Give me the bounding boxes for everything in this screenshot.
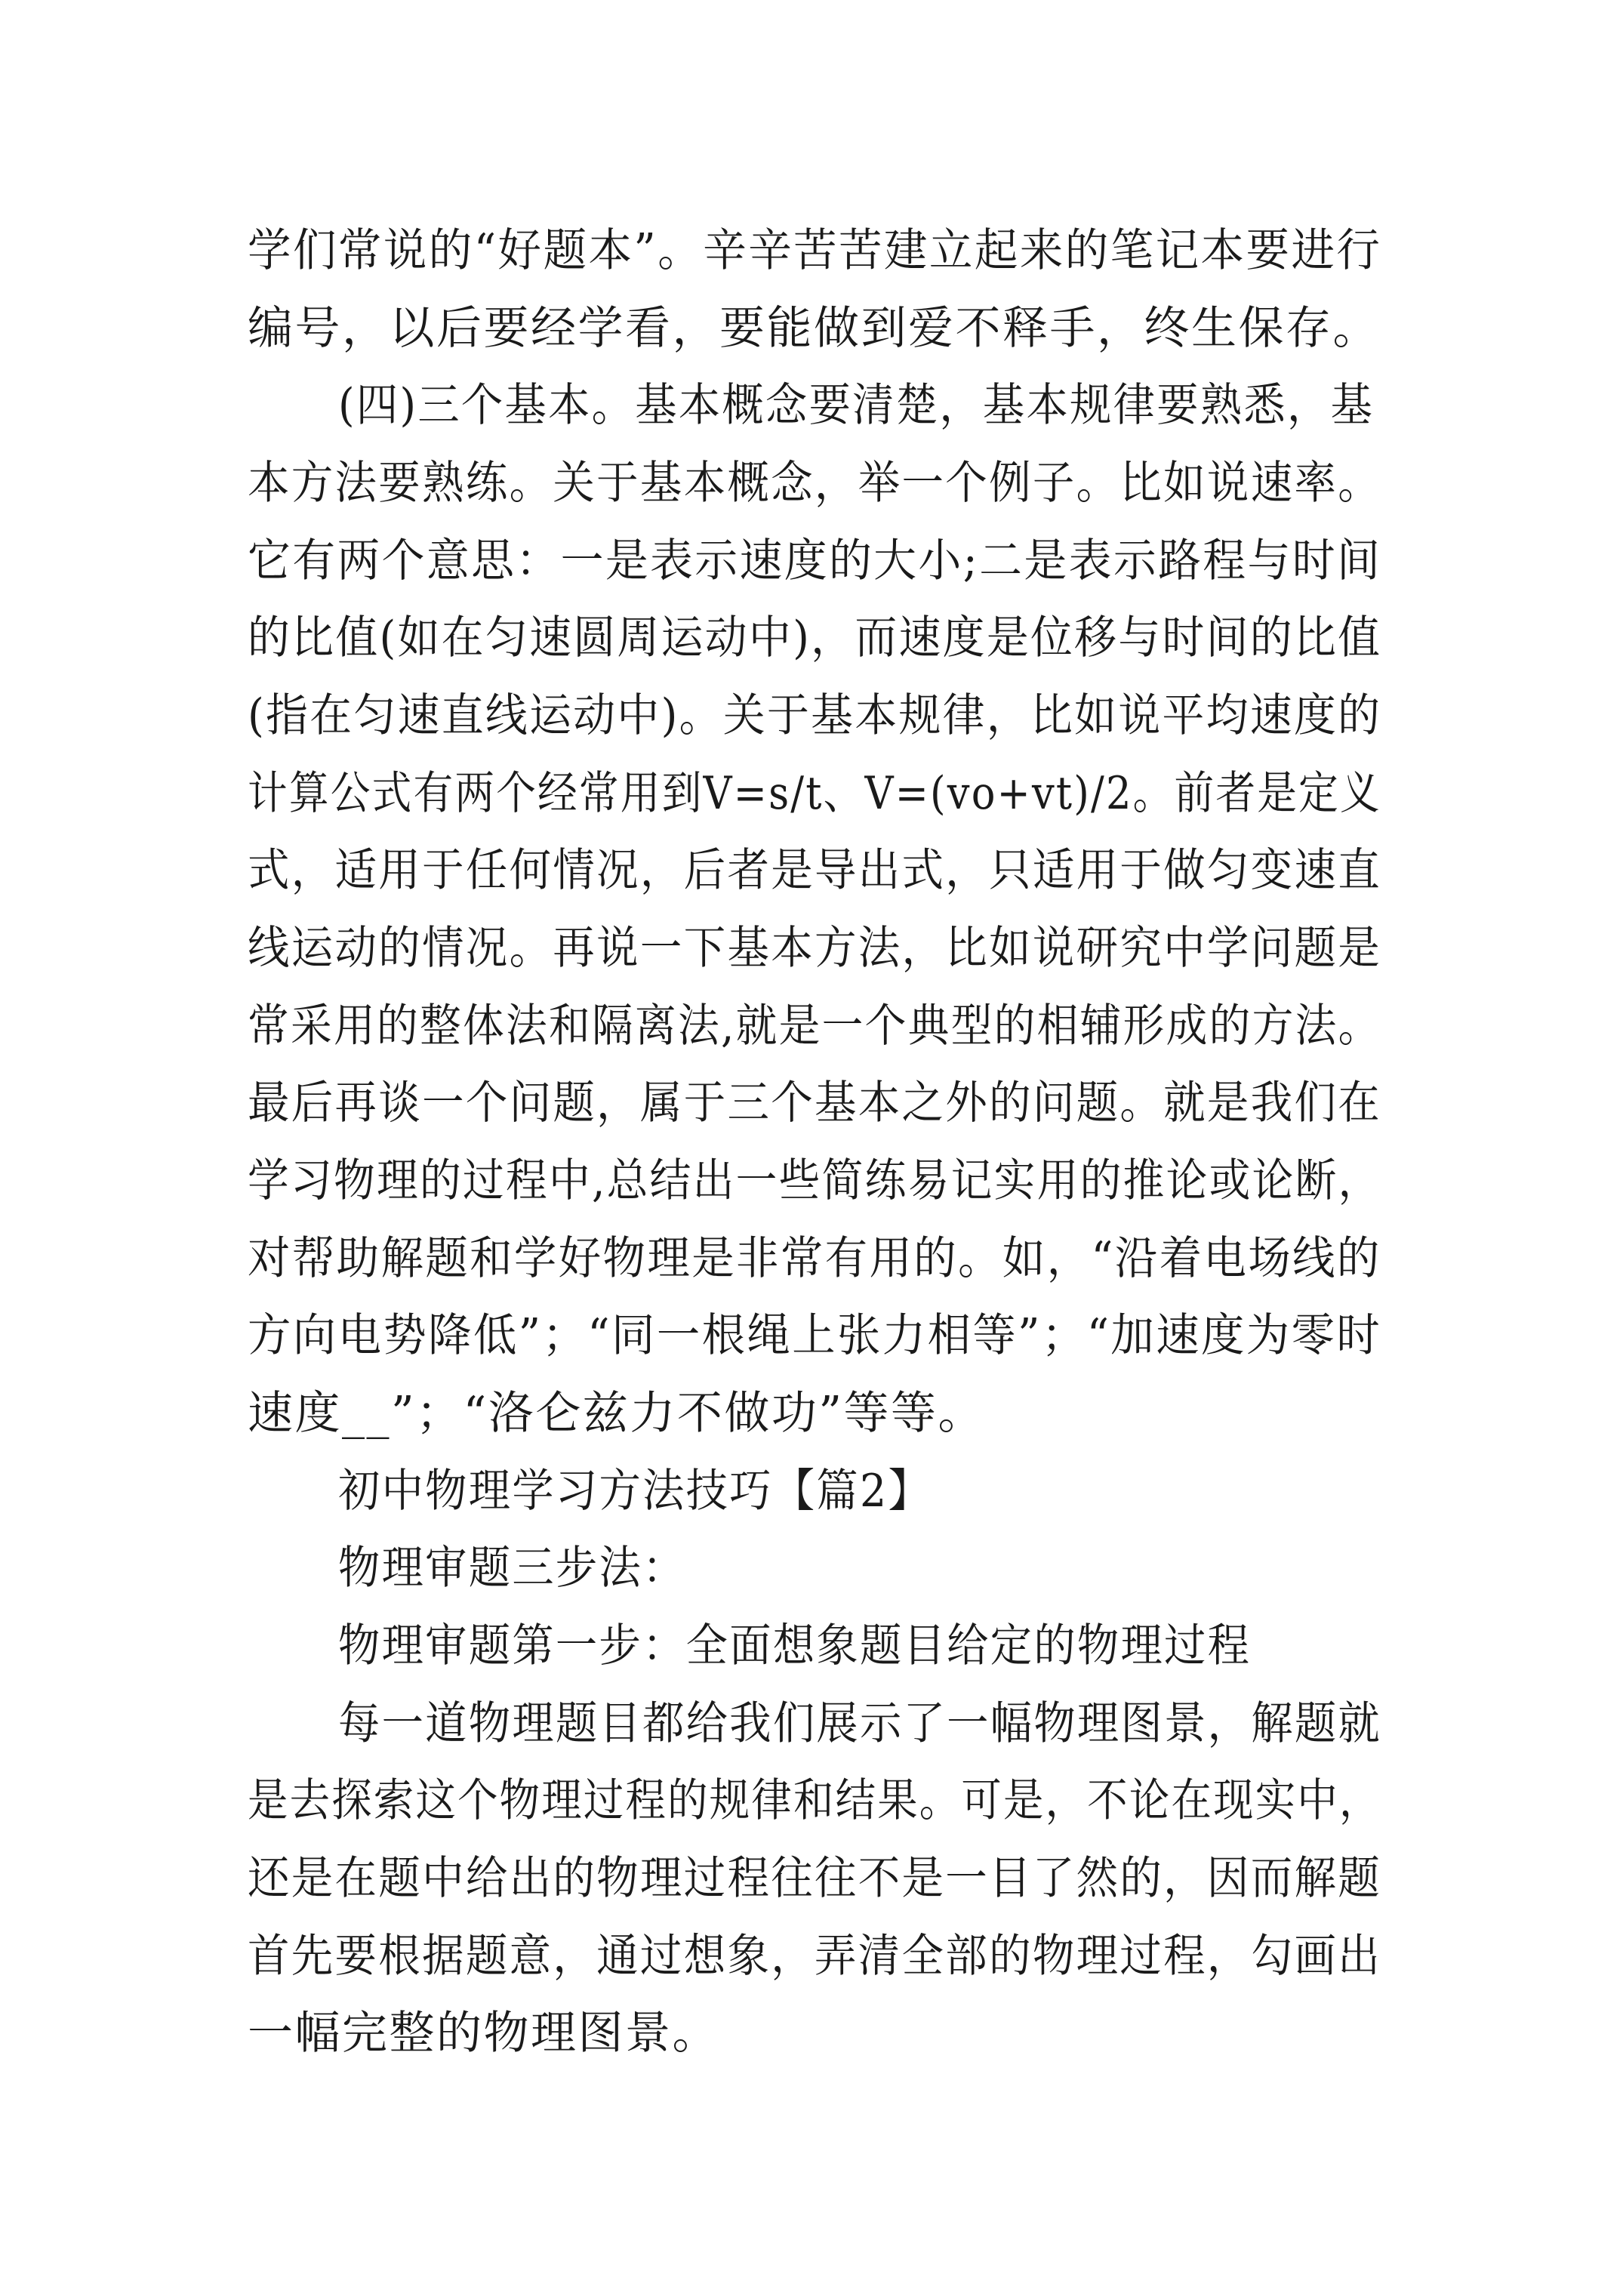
text-line: 本方法要熟练。关于基本概念，举一个例子。比如说速率。 — [248, 457, 1381, 510]
text-line: 常采用的整体法和隔离法,就是一个典型的相辅形成的方法。 — [248, 1000, 1381, 1052]
text-line: 式，适用于任何情况，后者是导出式，只适用于做匀变速直 — [248, 844, 1381, 897]
text-line: 学们常说的“好题本”。辛辛苦苦建立起来的笔记本要进行 — [248, 224, 1382, 277]
text-line: 方向电势降低”；“同一根绳上张力相等”；“加速度为零时 — [248, 1309, 1382, 1362]
text-line: 一幅完整的物理图景。 — [248, 2007, 719, 2060]
text-line: 的比值(如在匀速圆周运动中)，而速度是位移与时间的比值 — [248, 612, 1382, 664]
text-line: 最后再谈一个问题，属于三个基本之外的问题。就是我们在 — [248, 1077, 1381, 1130]
text-line: 每一道物理题目都给我们展示了一幅物理图景，解题就 — [338, 1697, 1381, 1750]
text-line: 是去探索这个物理过程的规律和结果。可是，不论在现实中， — [248, 1774, 1381, 1827]
text-line: 对帮助解题和学好物理是非常有用的。如，“沿着电场线的 — [248, 1232, 1381, 1285]
text-line: (指在匀速直线运动中)。关于基本规律，比如说平均速度的 — [248, 689, 1382, 742]
text-line: 速度__”；“洛仑兹力不做功”等等。 — [248, 1387, 986, 1440]
text-line: 线运动的情况。再说一下基本方法，比如说研究中学问题是 — [248, 922, 1381, 975]
step-heading: 物理审题第一步：全面想象题目给定的物理过程 — [338, 1620, 1252, 1672]
text-line: 还是在题中给出的物理过程往往不是一目了然的，因而解题 — [248, 1852, 1381, 1905]
text-line: 首先要根据题意，通过想象，弄清全部的物理过程，勾画出 — [248, 1930, 1381, 1983]
text-line: 它有两个意思：一是表示速度的大小;二是表示路程与时间 — [248, 535, 1382, 587]
section-heading: 初中物理学习方法技巧【篇2】 — [338, 1465, 932, 1518]
text-line: 学习物理的过程中,总结出一些简练易记实用的推论或论断， — [248, 1154, 1381, 1207]
text-line: 计算公式有两个经常用到V=s/t、V=(vo+vt)/2。前者是定义 — [248, 767, 1381, 820]
subheading: 物理审题三步法： — [338, 1542, 686, 1595]
text-line: 编号，以后要经学看，要能做到爱不释手，终生保存。 — [248, 302, 1380, 355]
paragraph-heading: (四)三个基本。基本概念要清楚，基本规律要熟悉，基 — [338, 379, 1375, 432]
